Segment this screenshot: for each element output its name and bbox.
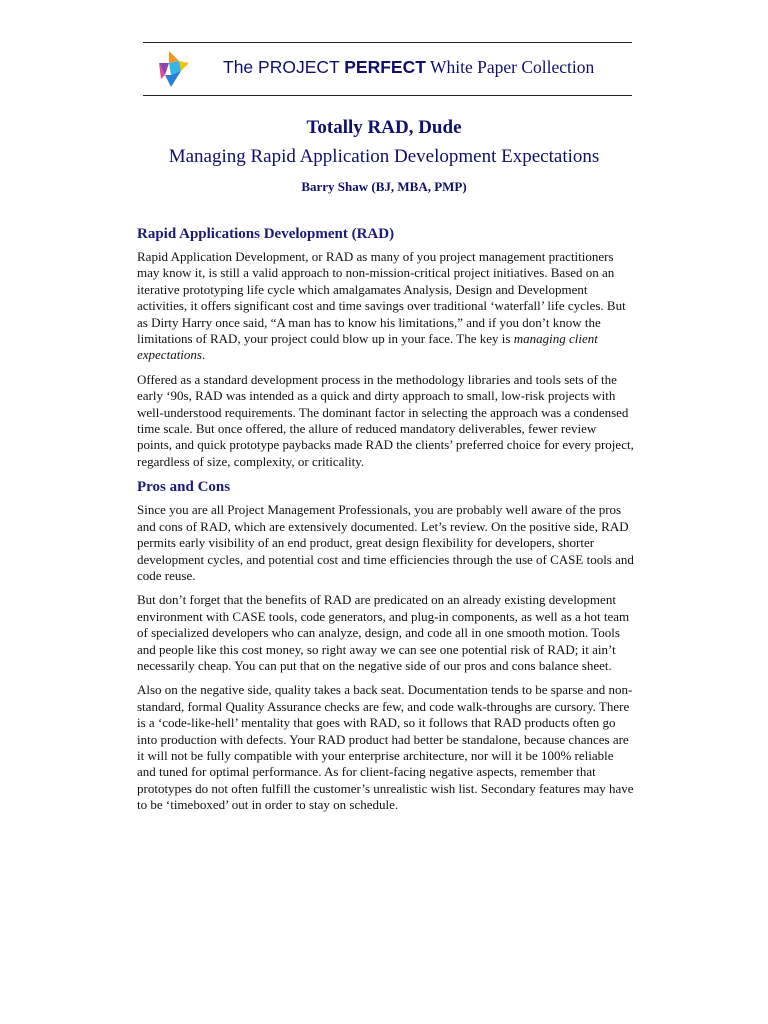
document-title: Totally RAD, Dude (306, 117, 462, 138)
paragraph-tail: . (201, 347, 206, 363)
collection-title-suffix: White Paper Collection (425, 57, 595, 77)
document-body (137, 226, 634, 822)
paragraph: Since you are all Project Management Professionals, you are probably well aware of the pros and cons of RAD, which are extensively documented. Let’s review. On the positive side, RAD permits early visibility of an end product, great design flexibility for developers, shorter development cycles, and potential cost and time efficiencies through the use of CASE tools and code reuse. (137, 502, 634, 583)
page-header (143, 42, 632, 96)
document-subtitle: Managing Rapid Application Development Expectations (168, 146, 600, 167)
paragraph-emphasis: managing client expectations (137, 331, 598, 363)
project-perfect-logo (157, 49, 193, 89)
paragraph: Also on the negative side, quality takes a back seat. Documentation tends to be sparse and non-standard, formal Quality Assurance checks are few, and code walk-throughs are cursory. There is a ‘code-like-hell’ mentality that goes with RAD, so it follows that RAD products often go into production with defects. Your RAD product had better be standalone, because chances are it will not be fully compatible with your enterprise architecture, nor will it be 100% reliable and tuned for optimal performance. As for client-facing negative aspects, remember that prototypes do not often fulfill the customer’s unrealistic wish list. Secondary features may have to be ‘timeboxed’ out in order to stay on schedule. (137, 682, 634, 813)
paragraph: But don’t forget that the benefits of RAD are predicated on an already existing development environment with CASE tools, code generators, and plug-in components, as well as a hot team of specialized developers who can analyze, design, and code all in one smooth motion. Tools and people like this cost money, so right away we can see one potential risk of RAD; it ain’t necessarily cheap. You can put that on the negative side of our pros and cons balance sheet. (137, 592, 630, 673)
document-author: Barry Shaw (BJ, MBA, PMP) (301, 179, 467, 194)
section-heading: Rapid Applications Development (RAD) (137, 226, 395, 242)
paragraph: Offered as a standard development process in the methodology libraries and tools sets of the early ‘90s, RAD was intended as a quick and dirty approach to small, low-risk projects with well-understood requirements. The dominant factor in selecting the approach was a condensed time scale. But once offered, the allure of reduced mandatory deliverables, fewer review points, and quick prototype paybacks made RAD the clients’ preferred choice for every project, regardless of size, complexity, or criticality. (137, 371, 634, 469)
logo-orange-facet (169, 51, 179, 63)
collection-title-brand: PERFECT (344, 57, 426, 77)
paragraph (137, 249, 634, 364)
section-pros-and-cons (137, 479, 634, 813)
section-rad (137, 226, 634, 470)
collection-title (223, 57, 594, 78)
paragraph-text: Rapid Application Development, or RAD as many of you project management practitioners may know it, is still a valid approach to non-mission-critical project initiatives. Based on an iterative prototyping life cycle which amalgamates Analysis, Design and Development activities, it offers significant cost and time savings over traditional ‘waterfall’ life cycles. But as Dirty Harry once said, “A man has to know his limitations,” and if you don’t know the limitations of RAD, your project could blow up in your face. The key is (137, 249, 626, 347)
collection-title-prefix: The PROJECT (223, 57, 345, 77)
section-heading: Pros and Cons (137, 479, 231, 496)
